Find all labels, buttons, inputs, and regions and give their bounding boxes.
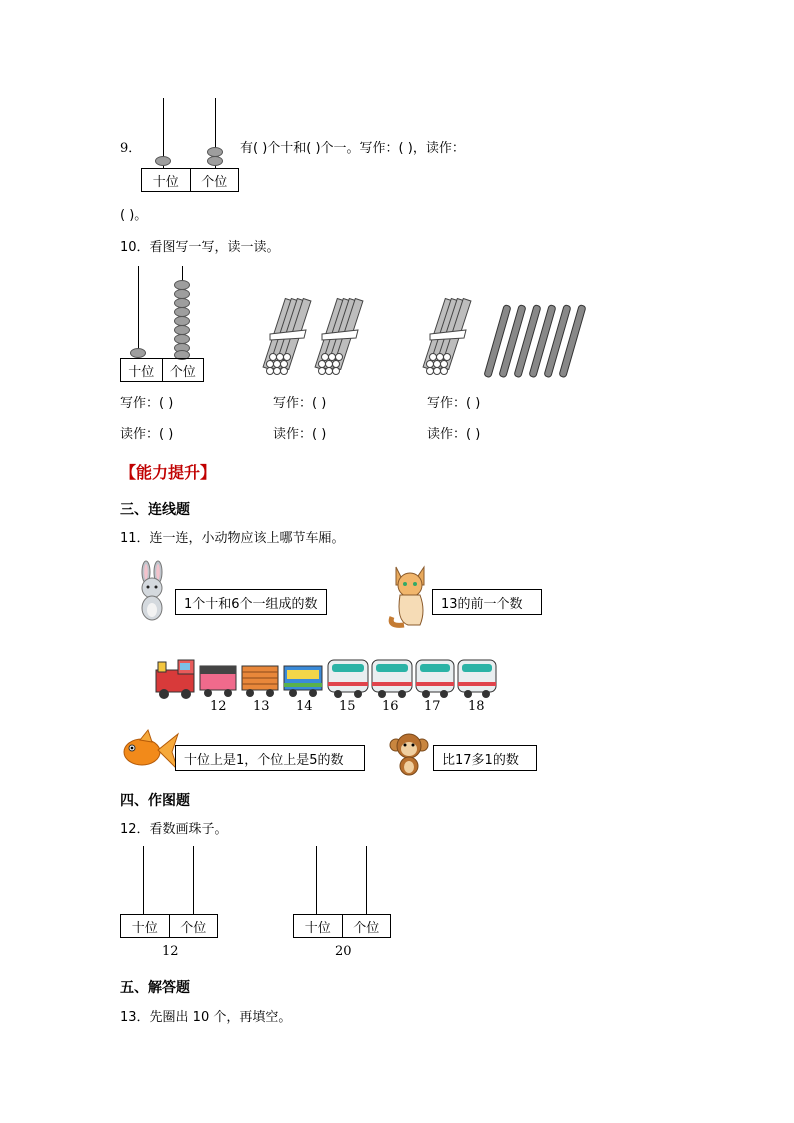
monkey-icon xyxy=(386,730,432,776)
section-5-heading: 五、解答题 xyxy=(120,980,190,996)
q10-read-1: 读作：( ) xyxy=(120,427,174,442)
bead-icon xyxy=(155,156,171,166)
car-number-16[interactable]: 16 xyxy=(382,699,399,714)
car-number-12[interactable]: 12 xyxy=(210,699,227,714)
q10-write-2: 写作：( ) xyxy=(273,396,327,411)
q12-abacus-2 xyxy=(293,846,393,942)
car-number-18[interactable]: 18 xyxy=(468,699,485,714)
ones-label: 个位 xyxy=(162,359,204,381)
train-icon xyxy=(150,656,498,700)
stick-bundles-two xyxy=(262,294,372,380)
place-value-box xyxy=(120,358,204,382)
section-3-heading: 三、连线题 xyxy=(120,502,190,518)
q11-label-monkey[interactable]: 比17多1的数 xyxy=(433,745,537,771)
q11-label-rabbit[interactable]: 1个十和6个一组成的数 xyxy=(175,589,327,615)
bead-icon xyxy=(130,348,146,358)
locomotive-icon xyxy=(156,660,194,699)
bead-icon xyxy=(207,156,223,166)
q12-abacus-1 xyxy=(120,846,220,942)
q9-abacus xyxy=(141,98,241,195)
q10-write-3: 写作：( ) xyxy=(427,396,481,411)
ones-label[interactable]: 个位 xyxy=(342,915,391,937)
q13-title: 13．先圈出 10 个，再填空。 xyxy=(120,1010,292,1025)
q10-read-2: 读作：( ) xyxy=(273,427,327,442)
bundle-icon xyxy=(263,299,311,375)
q9-number: 9． xyxy=(120,141,142,156)
stick-bundle-and-sticks xyxy=(422,294,592,380)
q10-write-1: 写作：( ) xyxy=(120,396,174,411)
bundle-icon xyxy=(315,299,363,375)
rabbit-icon xyxy=(130,560,176,624)
goldfish-icon xyxy=(118,728,180,776)
place-value-box xyxy=(141,168,239,192)
bundle-icon xyxy=(423,299,471,375)
section-4-heading: 四、作图题 xyxy=(120,793,190,809)
ability-heading: 【能力提升】 xyxy=(120,463,217,482)
ones-label: 个位 xyxy=(190,169,239,191)
q9-text-cont: ( )。 xyxy=(120,208,148,223)
q10-title: 10．看图写一写，读一读。 xyxy=(120,240,280,255)
car-number-14[interactable]: 14 xyxy=(296,699,313,714)
q11-label-cat[interactable]: 13的前一个数 xyxy=(432,589,542,615)
car-number-13[interactable]: 13 xyxy=(253,699,270,714)
q11-title: 11．连一连，小动物应该上哪节车厢。 xyxy=(120,531,345,546)
q12-number-2: 20 xyxy=(335,944,352,959)
tens-label[interactable]: 十位 xyxy=(131,920,158,936)
q12-number-1: 12 xyxy=(162,944,179,959)
tens-label[interactable]: 十位 xyxy=(304,920,331,936)
cat-icon xyxy=(386,561,434,629)
q10-read-3: 读作：( ) xyxy=(427,427,481,442)
place-value-box xyxy=(120,914,218,938)
car-number-17[interactable]: 17 xyxy=(424,699,441,714)
q11-label-fish[interactable]: 十位上是1，个位上是5的数 xyxy=(175,745,365,771)
q9-text: 有( )个十和( )个一。写作：( )，读作： xyxy=(240,141,465,156)
car-number-15[interactable]: 15 xyxy=(339,699,356,714)
q10-abacus xyxy=(120,266,210,382)
tens-label: 十位 xyxy=(152,174,179,190)
q12-title: 12．看数画珠子。 xyxy=(120,822,228,837)
stick-icon xyxy=(484,305,586,378)
place-value-box xyxy=(293,914,391,938)
tens-label: 十位 xyxy=(128,364,155,380)
ones-label[interactable]: 个位 xyxy=(169,915,218,937)
